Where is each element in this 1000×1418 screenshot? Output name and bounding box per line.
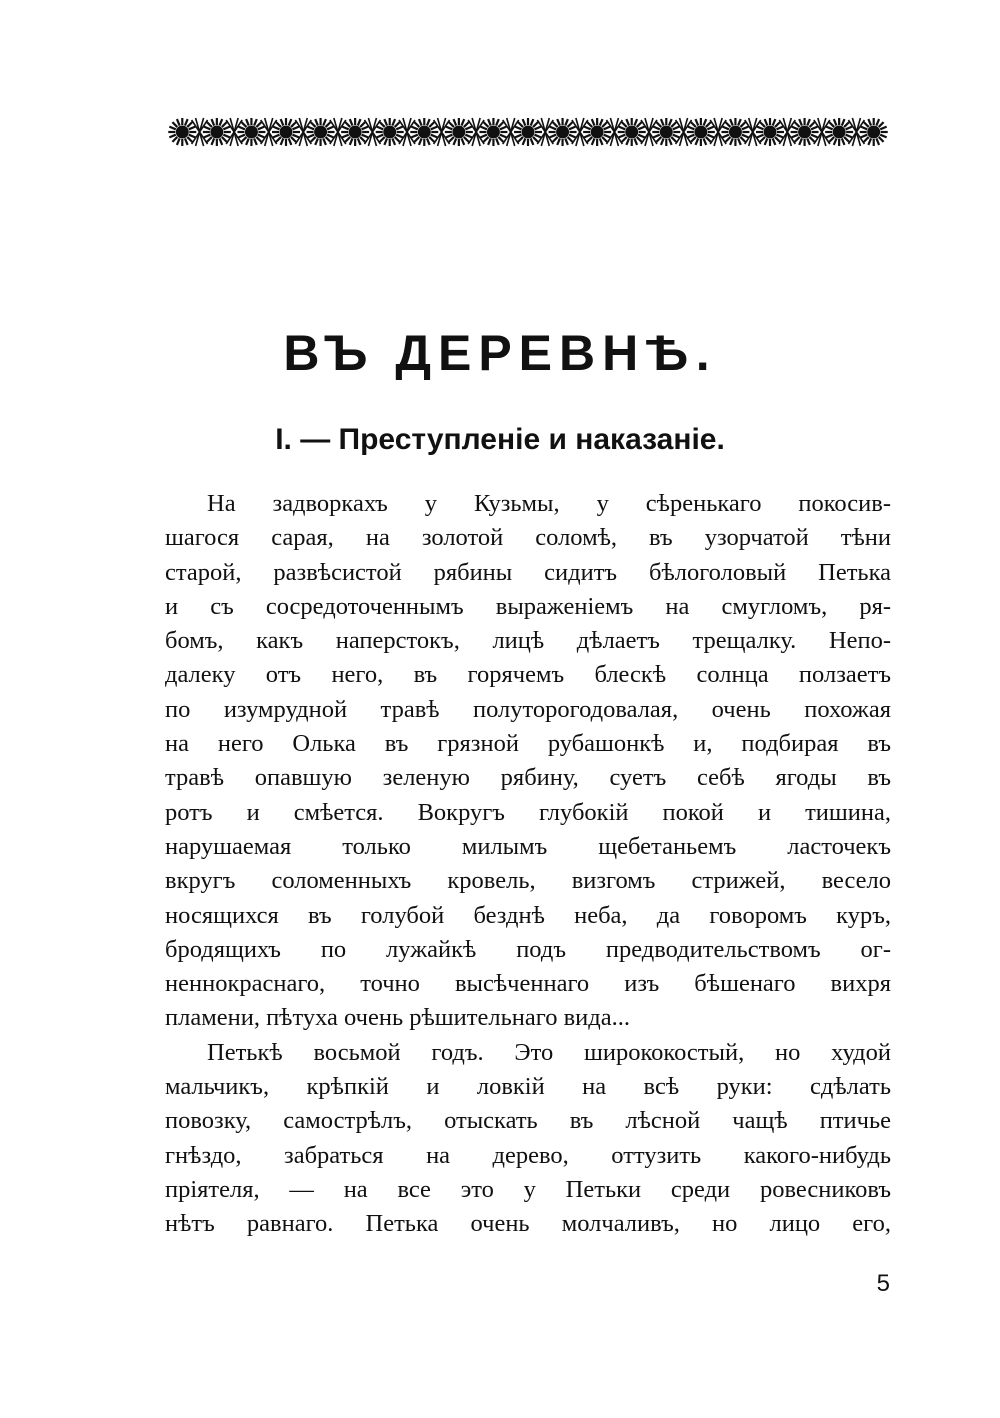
text-line: На задворкахъ у Кузьмы, у сѣренькаго покосив- — [207, 490, 891, 517]
text-line: и съ сосредоточеннымъ выраженіемъ на смугломъ, ря- — [165, 592, 891, 620]
text-line: шагося сарая, на золотой соломѣ, въ узорчатой тѣни — [165, 524, 891, 552]
paragraph-2 — [165, 1036, 891, 1242]
text-line: пламени, пѣтуха очень рѣшительнаго вида... — [165, 1004, 630, 1032]
text-line: мальчикъ, крѣпкій и ловкій на всѣ руки: сдѣлать — [165, 1073, 891, 1101]
ornamental-border — [165, 114, 891, 150]
text-line: старой, развѣсистой рябины сидитъ бѣлоголовый Петька — [165, 558, 891, 586]
body-text — [165, 487, 891, 1242]
paragraph-1 — [165, 487, 891, 1036]
text-line: нѣтъ равнаго. Петька очень молчаливъ, но лицо его, — [165, 1210, 891, 1238]
text-line: Петькѣ восьмой годъ. Это ширококостый, но худой — [207, 1038, 891, 1066]
text-line: на него Олька въ грязной рубашонкѣ и, подбирая въ — [165, 730, 891, 758]
text-line: нарушаемая только милымъ щебетаньемъ ласточекъ — [165, 832, 891, 860]
page-title: ВЪ ДЕРЕВНѢ. — [283, 325, 717, 381]
text-line: пріятеля, — на все это у Петьки среди ровесниковъ — [165, 1175, 891, 1203]
text-line: вкругъ соломенныхъ кровель, визгомъ стрижей, весело — [165, 867, 891, 895]
ornament-motif — [860, 118, 888, 146]
text-line: повозку, самострѣлъ, отыскать въ лѣсной чащѣ птичье — [165, 1107, 891, 1135]
text-line: гнѣздо, забраться на дерево, оттузить какого-нибудь — [165, 1141, 891, 1169]
text-line: бомъ, какъ наперстокъ, лицѣ дѣлаетъ трещалку. Непо- — [165, 627, 891, 655]
text-line: неннокраснаго, точно высѣченнаго изъ бѣшенаго вихря — [165, 970, 891, 998]
text-line: по изумрудной травѣ полуторогодовалая, очень похожая — [165, 695, 891, 723]
text-line: носящихся въ голубой безднѣ неба, да говоромъ куръ, — [165, 901, 891, 929]
page-number: 5 — [876, 1270, 890, 1297]
text-line: травѣ опавшую зеленую рябину, суетъ себѣ ягоды въ — [165, 764, 891, 792]
text-line: далеку отъ него, въ горячемъ блескѣ солнца ползаетъ — [165, 661, 891, 689]
text-line: бродящихъ по лужайкѣ подъ предводительствомъ ог- — [165, 935, 891, 963]
text-line: ротъ и смѣется. Вокругъ глубокій покой и тишина, — [165, 798, 891, 826]
chapter-title: I. — Преступленіе и наказаніе. — [275, 423, 725, 456]
